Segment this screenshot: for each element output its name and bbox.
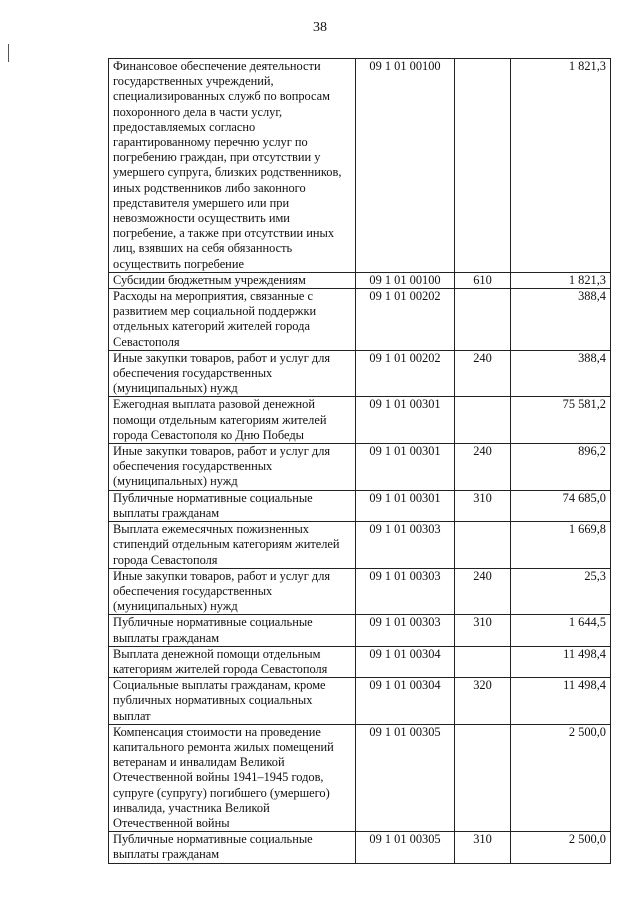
row-type: 310 — [455, 615, 511, 646]
row-type: 610 — [455, 272, 511, 288]
table-row — [109, 724, 611, 831]
row-name: Выплата денежной помощи отдельным категориям жителей города Севастополя — [109, 646, 356, 677]
row-name: Ежегодная выплата разовой денежной помощи отдельным категориям жителей города Севастополя ко Дню Победы — [109, 397, 356, 444]
row-name: Социальные выплаты гражданам, кроме публичных нормативных социальных выплат — [109, 678, 356, 725]
row-type — [455, 724, 511, 831]
row-type: 310 — [455, 832, 511, 863]
table-row — [109, 397, 611, 444]
table-row — [109, 272, 611, 288]
row-code: 09 1 01 00100 — [356, 59, 455, 273]
row-code: 09 1 01 00303 — [356, 568, 455, 615]
row-code: 09 1 01 00202 — [356, 350, 455, 397]
row-name: Публичные нормативные социальные выплаты гражданам — [109, 490, 356, 521]
table-row — [109, 646, 611, 677]
page-number: 38 — [313, 20, 327, 35]
row-amount: 25,3 — [511, 568, 611, 615]
row-amount: 1 669,8 — [511, 522, 611, 569]
row-amount: 388,4 — [511, 350, 611, 397]
row-name: Иные закупки товаров, работ и услуг для обеспечения государственных (муниципальных) нужд — [109, 444, 356, 491]
row-name: Субсидии бюджетным учреждениям — [109, 272, 356, 288]
table-row — [109, 678, 611, 725]
row-amount: 2 500,0 — [511, 832, 611, 863]
row-name: Компенсация стоимости на проведение капитального ремонта жилых помещений ветеранам и инвалидам Великой Отечественной войны 1941–1945 годов, супруге (супругу) погибшего (умершего) инвалида, участника Великой Отечественной войны — [109, 724, 356, 831]
row-name: Иные закупки товаров, работ и услуг для обеспечения государственных (муниципальных) нужд — [109, 568, 356, 615]
row-code: 09 1 01 00304 — [356, 678, 455, 725]
row-name: Иные закупки товаров, работ и услуг для обеспечения государственных (муниципальных) нужд — [109, 350, 356, 397]
margin-mark — [8, 44, 9, 62]
table-row — [109, 350, 611, 397]
row-amount: 75 581,2 — [511, 397, 611, 444]
row-type: 310 — [455, 490, 511, 521]
row-type: 240 — [455, 444, 511, 491]
row-amount: 74 685,0 — [511, 490, 611, 521]
row-amount: 388,4 — [511, 289, 611, 351]
row-type — [455, 646, 511, 677]
budget-table — [108, 58, 611, 864]
row-code: 09 1 01 00304 — [356, 646, 455, 677]
row-name: Финансовое обеспечение деятельности государственных учреждений, специализированных служб по вопросам похоронного дела в части услуг, предоставляемых согласно гарантированному перечню услуг по погребению граждан, при отсутствии у умершего супруга, близких родственников, иных родственников либо законного представителя умершего или при невозможности осуществить ими погребение, а также при отсутствии иных лиц, взявших на себя обязанность осуществить погребение — [109, 59, 356, 273]
row-name: Расходы на мероприятия, связанные с развитием мер социальной поддержки отдельных категорий жителей города Севастополя — [109, 289, 356, 351]
row-code: 09 1 01 00301 — [356, 490, 455, 521]
table-row — [109, 568, 611, 615]
row-amount: 11 498,4 — [511, 646, 611, 677]
row-amount: 11 498,4 — [511, 678, 611, 725]
table-row — [109, 490, 611, 521]
row-amount: 896,2 — [511, 444, 611, 491]
row-type: 240 — [455, 350, 511, 397]
table-row — [109, 615, 611, 646]
row-name: Выплата ежемесячных пожизненных стипендий отдельным категориям жителей города Севастополя — [109, 522, 356, 569]
row-type — [455, 397, 511, 444]
row-code: 09 1 01 00301 — [356, 444, 455, 491]
row-type: 240 — [455, 568, 511, 615]
row-amount: 1 821,3 — [511, 272, 611, 288]
row-code: 09 1 01 00305 — [356, 724, 455, 831]
row-name: Публичные нормативные социальные выплаты гражданам — [109, 832, 356, 863]
row-name: Публичные нормативные социальные выплаты гражданам — [109, 615, 356, 646]
row-code: 09 1 01 00305 — [356, 832, 455, 863]
row-amount: 2 500,0 — [511, 724, 611, 831]
row-code: 09 1 01 00100 — [356, 272, 455, 288]
table-row — [109, 444, 611, 491]
table-row — [109, 289, 611, 351]
table-row — [109, 832, 611, 863]
row-amount: 1 644,5 — [511, 615, 611, 646]
table-row — [109, 522, 611, 569]
row-code: 09 1 01 00301 — [356, 397, 455, 444]
table-row — [109, 59, 611, 273]
row-type: 320 — [455, 678, 511, 725]
row-code: 09 1 01 00202 — [356, 289, 455, 351]
row-code: 09 1 01 00303 — [356, 522, 455, 569]
row-type — [455, 289, 511, 351]
row-type — [455, 522, 511, 569]
row-type — [455, 59, 511, 273]
row-amount: 1 821,3 — [511, 59, 611, 273]
row-code: 09 1 01 00303 — [356, 615, 455, 646]
